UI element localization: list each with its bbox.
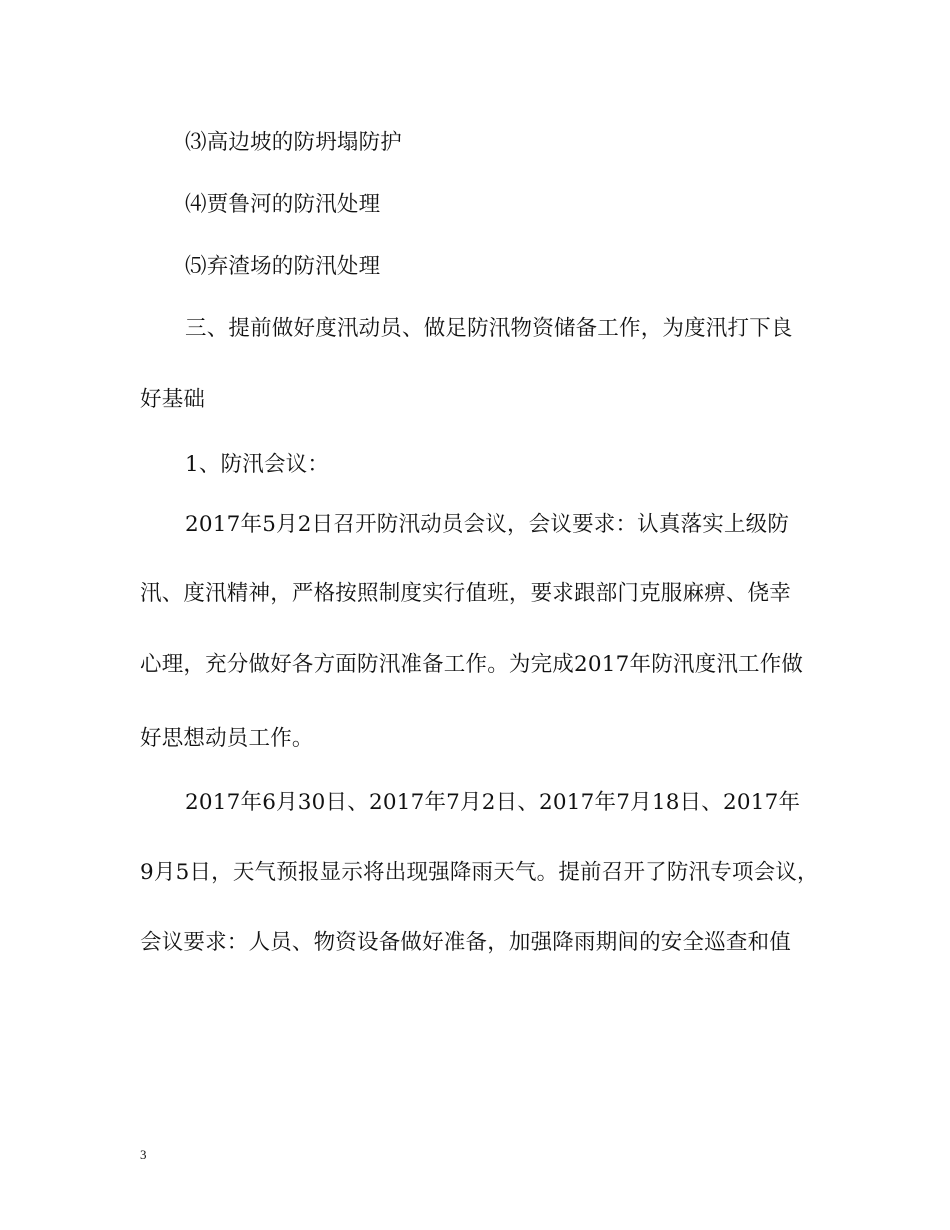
text-line-2: ⑷贾鲁河的防汛处理 xyxy=(185,192,381,217)
text-line-10: 好思想动员工作。 xyxy=(140,726,314,751)
text-line-4: 三、提前做好度汛动员、做足防汛物资储备工作，为度汛打下良 xyxy=(185,316,793,341)
text-line-6: 1、防汛会议： xyxy=(185,452,330,477)
text-line-12: 9月5日，天气预报显示将出现强降雨天气。提前召开了防汛专项会议， xyxy=(140,860,819,885)
text-line-9: 心理，充分做好各方面防汛准备工作。为完成2017年防汛度汛工作做 xyxy=(140,652,804,677)
text-line-5: 好基础 xyxy=(140,387,206,412)
page-number: 3 xyxy=(140,1147,147,1162)
text-line-7: 2017年5月2日召开防汛动员会议，会议要求：认真落实上级防 xyxy=(185,512,790,537)
text-line-1: ⑶高边坡的防坍塌防护 xyxy=(185,130,403,155)
text-line-13: 会议要求：人员、物资设备做好准备，加强降雨期间的安全巡查和值 xyxy=(140,930,792,955)
text-line-11: 2017年6月30日、2017年7月2日、2017年7月18日、2017年 xyxy=(185,790,801,815)
text-line-8: 汛、度汛精神，严格按照制度实行值班，要求跟部门克服麻痹、侥幸 xyxy=(140,581,792,606)
text-line-3: ⑸弃渣场的防汛处理 xyxy=(185,254,381,279)
